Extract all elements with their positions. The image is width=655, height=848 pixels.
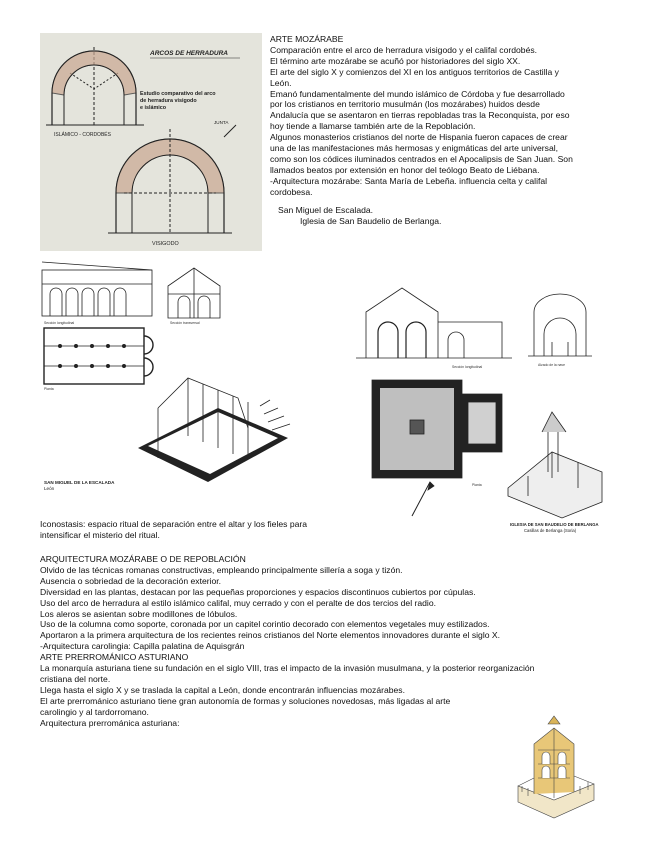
berlanga-long-section (356, 288, 512, 358)
paragraph-line: -Arquitectura mozárabe: Santa María de Lebeña. influencia celta y califal (270, 175, 548, 186)
section-title: ARQUITECTURA MOZÁRABE O DE REPOBLACIÓN (40, 554, 246, 564)
arches-subtitle-line: de herradura visigodo (140, 98, 197, 104)
label-islamic: ISLÁMICO - CORDOBÉS (54, 132, 111, 138)
asturian-church-figure (508, 714, 602, 822)
paragraph-line: León. (270, 77, 292, 88)
berlanga-alzado (528, 294, 592, 356)
berlanga-caption: IGLESIA DE SAN BAUDELIO DE BERLANGA (510, 522, 599, 527)
escalada-plan (44, 328, 153, 384)
arches-subtitle-line: e islámico (140, 105, 167, 111)
escalada-trans-section (168, 268, 220, 318)
iconostasis-note (40, 519, 370, 541)
paragraph-line: cristiana del norte. (40, 673, 111, 684)
paragraph-line: La monarquía asturiana tiene su fundación en el siglo VIII, tras el impacto de la invasión musulmana, y la posterior reorganización (40, 663, 535, 674)
escalada-caption: SAN MIGUEL DE LA ESCALADA (44, 480, 115, 485)
paragraph-line: intensificar el misterio del ritual. (40, 529, 160, 540)
paragraph-line: carolingio y al tardorromano. (40, 706, 149, 717)
example-line: San Miguel de Escalada. (278, 204, 374, 215)
paragraph-line: Iconostasis: espacio ritual de separación entre el altar y los fieles para (40, 519, 308, 529)
berlanga-plan (372, 380, 502, 516)
section-arte-mozarabe (270, 34, 610, 226)
section-arquitectura (40, 554, 610, 729)
paragraph-line: como son los códices iluminados centrados en el Apocalipsis de San Juan. Son (270, 153, 573, 164)
arches-comparison-figure (40, 33, 262, 251)
svg-text:IGLESIA DE SAN BAUDELIO DE BER (510, 522, 600, 533)
paragraph-line: Emanó fundamentalmente del mundo islámico de Córdoba y fue desarrollado (270, 88, 565, 99)
paragraph-line: El arte prerrománico asturiano tiene gran autonomía de formas y soluciones novedosas, más ligadas al arte (40, 695, 451, 706)
berlanga-figure (352, 282, 622, 540)
paragraph-line: El arte del siglo X y comienzos del XI en los antiguos territorios de Castilla y (270, 66, 559, 77)
berlanga-axonometric (508, 412, 602, 518)
paragraph-line: Arquitectura prerrománica asturiana: (40, 717, 180, 728)
paragraph-line: llamados beatos por extensión en honor del teólogo Beato de Liébana. (270, 164, 540, 175)
paragraph-line: por los cristianos en territorio musulmán (los mozárabes) huidos desde (270, 99, 540, 110)
escalada-figure (38, 258, 324, 498)
paragraph-line: hoy tiende a llamarse también arte de la Repoblación. (270, 121, 476, 132)
berlanga-caption-place: Casillas de Berlanga (Soria) (524, 528, 577, 533)
berlanga-label-plan: Planta (472, 483, 482, 487)
paragraph-line: Olvido de las técnicas romanas constructivas, empleando principalmente sillería a soga y tizón. (40, 564, 403, 575)
paragraph-line: Uso del arco de herradura al estilo islámico califal, muy cerrado y con el peralte de dos tercios del radio. (40, 597, 436, 608)
escalada-label-plan: Planta (44, 387, 54, 391)
paragraph-line: El término arte mozárabe se acuñó por historiadores del siglo XX. (270, 55, 521, 66)
paragraph-line: Llega hasta el siglo X y se traslada la capital a León, donde encontrarán influencias mozárabes. (40, 684, 405, 695)
arches-subtitle-line: Estudio comparativo del arco (140, 91, 216, 97)
escalada-axonometric (138, 378, 290, 482)
paragraph-line: Algunos monasterios cristianos del norte de Hispania fueron capaces de crear (270, 132, 568, 143)
paragraph-line: -Arquitectura carolingia: Capilla palatina de Aquisgrán (40, 641, 245, 652)
paragraph-line: Aportaron a la primera arquitectura de los recientes reinos cristianos del Norte elementos innovadores durante el siglo X. (40, 630, 501, 641)
label-visigodo: VISIGODO (152, 241, 179, 247)
svg-text:SAN MIGUEL DE LA ESCALADA (44, 480, 116, 491)
label-junta: JUNTA (214, 120, 229, 125)
paragraph-line: cordobesa. (270, 186, 313, 197)
paragraph-line: Comparación entre el arco de herradura visigodo y el califal cordobés. (270, 44, 538, 55)
section-title: ARTE MOZÁRABE (270, 34, 344, 44)
escalada-label-trans: Sección transversal (170, 321, 200, 325)
paragraph-line: Los aleros se asientan sobre modillones de lóbulos. (40, 608, 238, 619)
paragraph-line: Ausencia o sobriedad de la decoración exterior. (40, 575, 222, 586)
section-title: ARTE PRERROMÁNICO ASTURIANO (40, 652, 189, 663)
berlanga-label-alzado: Alzado de la nave (538, 363, 565, 367)
arches-heading: ARCOS DE HERRADURA (150, 50, 229, 57)
paragraph-line: Uso de la columna como soporte, coronada por un capitel corintio decorado con elementos vegetales muy estilizados. (40, 619, 490, 630)
escalada-caption-place: León (44, 486, 55, 491)
example-line: Iglesia de San Baudelio de Berlanga. (300, 215, 442, 226)
paragraph-line: Andalucía que se asentaron en tierras repobladas tras la Reconquista, por eso (270, 110, 570, 121)
escalada-label-long: Sección longitudinal (44, 321, 75, 325)
berlanga-label-long: Sección longitudinal (452, 365, 483, 369)
paragraph-line: Diversidad en las plantas, destacan por las pequeñas proporciones y espacios discontinuos cubiertos por cúpulas. (40, 586, 476, 597)
escalada-long-section (42, 262, 152, 316)
paragraph-line: una de las manifestaciones más hermosas y enigmáticas del arte universal, (270, 143, 559, 154)
